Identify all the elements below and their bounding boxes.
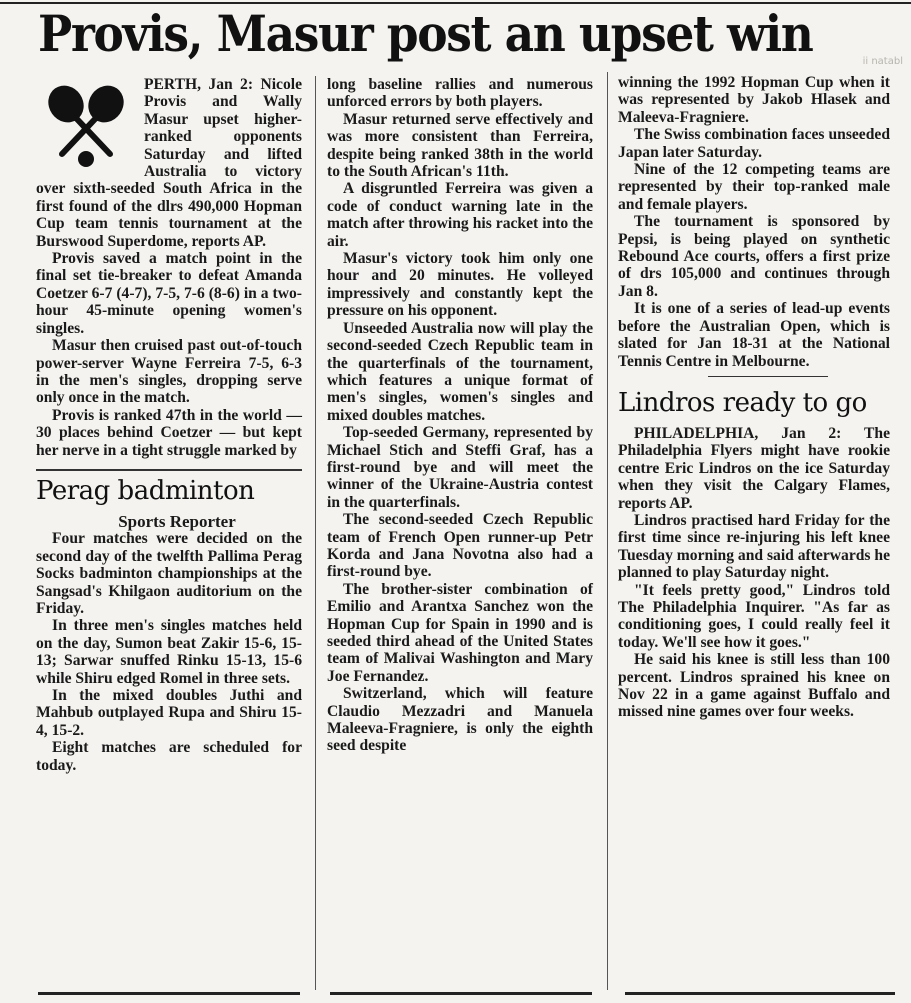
dateline: PHILADELPHIA, Jan 2: (634, 424, 842, 442)
bottom-rule (330, 992, 592, 995)
paragraph: The brother-sister combination of Emilio and Arantxa Sanchez won the Hopman Cup for Spain in 1990 and is seeded third ahead of the United States team of Malivai Washington and Mary Joe Fernandez. (327, 580, 593, 685)
paragraph: "It feels pretty good," Lindros told The Philadelphia Inquirer. "As far as conditioning goes, I could really feel it today. We'll see how it goes." (618, 581, 890, 651)
paragraph: The tournament is sponsored by Pepsi, is being played on synthetic Rebound Ace courts, offers a first prize of drs 105,000 and continues through Jan 8. (618, 213, 890, 300)
paragraph: A disgruntled Ferreira was given a code of conduct warning late in the match after throwing his racket into the air. (327, 180, 593, 250)
paragraph: Provis is ranked 47th in the world — 30 places behind Coetzer — but kept her nerve in a tight struggle marked by (36, 406, 302, 459)
paragraph: The Swiss combination faces unseeded Japan later Saturday. (618, 126, 890, 161)
paragraph: Switzerland, which will feature Claudio Mezzadri and Manuela Maleeva-Fragniere, is only the eighth seed despite (327, 685, 593, 755)
paragraph: In the mixed doubles Juthi and Mahbub outplayed Rupa and Shiru 15-4, 15-2. (36, 687, 302, 739)
paragraph: Masur then cruised past out-of-touch power-server Wayne Ferreira 7-5, 6-3 in the men's singles, dropping serve only once in the match. (36, 337, 302, 407)
headline: Provis, Masur post an upset win (38, 4, 813, 63)
bottom-rule (625, 992, 895, 995)
paragraph: In three men's singles matches held on the day, Sumon beat Zakir 15-6, 15-13; Sarwar snuffed Rinku 15-13, 15-6 while Shiru edged Romel in three sets. (36, 617, 302, 687)
paragraph: Four matches were decided on the second day of the twelfth Pallima Perag Socks badminton championships at the Sangsad's Khilgaon auditorium on the Friday. (36, 530, 302, 617)
column-rule-1 (315, 76, 316, 990)
bottom-rule (38, 992, 300, 995)
paragraph: winning the 1992 Hopman Cup when it was represented by Jakob Hlasek and Maleeva-Fragniere. (618, 74, 890, 126)
paragraph: Nine of the 12 competing teams are represented by their top-ranked male and female players. (618, 161, 890, 213)
column-3 (618, 74, 890, 721)
paragraph: It is one of a series of lead-up events before the Australian Open, which is slated for Jan 18-31 at the National Tennis Centre in Melbourne. (618, 300, 890, 370)
paragraph: Top-seeded Germany, represented by Michael Stich and Steffi Graf, has a first-round bye and will meet the winner of the Ukraine-Austria contest in the quarterfinals. (327, 424, 593, 511)
paragraph: Lindros practised hard Friday for the first time since re-injuring his left knee Tuesday morning and said afterwards he planned to play Saturday night. (618, 511, 890, 582)
column-2 (327, 76, 593, 755)
column-1 (36, 76, 302, 774)
divider (708, 376, 828, 377)
intro-text: Nicole Provis and Wally Masur upset higher-ranked opponents Saturday and lifted Australia to victory over sixth-seeded South Africa in the first found of the dlrs 490,000 Hopman Cup team tennis tournament at the Burswood Superdome, reports AP. (36, 76, 303, 250)
byline: Sports Reporter (118, 511, 236, 531)
paragraph: Provis saved a match point in the final set tie-breaker to defeat Amanda Coetzer 6-7 (4-7), 7-5, 7-6 (8-6) in a two-hour 45-minute opening women's singles. (36, 250, 302, 337)
paragraph: The second-seeded Czech Republic team of French Open runner-up Petr Korda and Jana Novotna also had a first-round bye. (327, 511, 593, 581)
lindros-lead: The Philadelphia Flyers might have rookie centre Eric Lindros on the ice Saturday when they visit the Calgary Flames, reports AP. (618, 424, 890, 512)
paragraph: Eight matches are scheduled for today. (36, 739, 302, 774)
paragraph: Masur's victory took him only one hour and 20 minutes. He volleyed impressively and constantly kept the pressure on his opponent. (327, 250, 593, 320)
paragraph: Unseeded Australia now will play the second-seeded Czech Republic team in the quarterfinals of the tournament, which features a unique format of men's singles, women's singles and mixed doubles matches. (327, 319, 593, 424)
paragraph: He said his knee is still less than 100 percent. Lindros sprained his knee on Nov 22 in a game against Buffalo and missed nine games over four weeks. (618, 651, 890, 721)
tennis-rackets-icon (36, 76, 136, 171)
paragraph: Masur returned serve effectively and was more consistent than Ferreira, despite being ranked 38th in the world to the South African's 11th. (327, 110, 593, 181)
corner-mark: ii natabl (862, 56, 903, 67)
column-rule-2 (607, 72, 608, 990)
lindros-headline: Lindros ready to go (618, 387, 867, 418)
paragraph: long baseline rallies and numerous unforced errors by both players. (327, 76, 593, 111)
dateline: PERTH, Jan 2: (144, 76, 254, 93)
perag-headline: Perag badminton (36, 469, 302, 507)
